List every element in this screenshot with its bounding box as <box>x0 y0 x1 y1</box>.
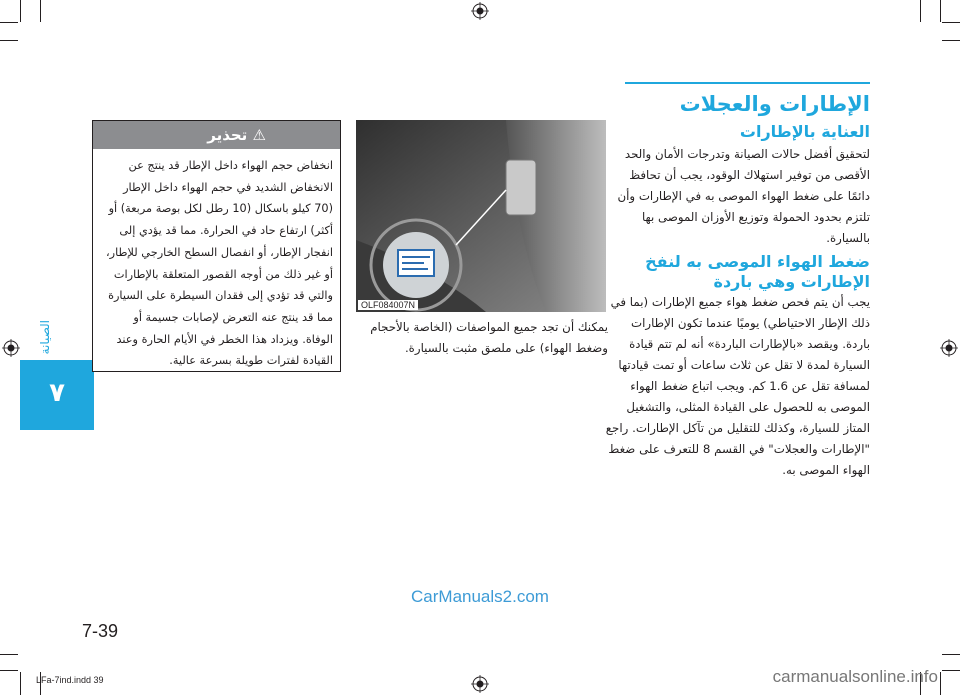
registration-mark-icon <box>2 339 20 357</box>
crop-mark <box>40 0 41 22</box>
crop-mark <box>20 0 21 22</box>
warning-triangle-icon: ⚠ <box>252 126 266 144</box>
footer-site: carmanualsonline.info <box>772 667 938 686</box>
crop-mark <box>0 654 18 655</box>
subheading-cold-pressure: ضغط الهواء الموصى به لنفخ الإطارات وهي باردة <box>645 252 870 291</box>
crop-mark <box>942 40 960 41</box>
crop-mark <box>940 0 941 22</box>
tire-label-photo <box>356 120 606 312</box>
registration-mark-icon <box>471 2 489 20</box>
chapter-number: ٧ <box>49 378 65 408</box>
crop-mark <box>942 670 960 671</box>
chapter-label: الصيانة <box>38 320 52 355</box>
registration-mark-icon <box>940 339 958 357</box>
crop-mark <box>20 672 21 695</box>
paragraph-cold-pressure: يجب أن يتم فحص ضغط هواء جميع الإطارات (بما في ذلك الإطار الاحتياطي) يوميًا عندما تكون الإطارات باردة. ويقصد «بالإطارات الباردة» أنه لم تتم قيادة السيارة لمدة لا تقل عن ثلاث ساعات أو تمت قيادتها لمسافة تقل عن 1.6 كم. ويجب اتباع ضغط الهواء الموصى به للحصول على القيادة المثلى، والتشغيل المتاز للسيارة، وكذلك للتقليل من تآكل الإطارات. راجع "الإطارات والعجلات" في القسم 8 للتعرف على ضغط الهواء الموصى به. <box>605 295 870 477</box>
crop-mark <box>942 654 960 655</box>
crop-mark <box>920 0 921 22</box>
subheading-tire-care: العناية بالإطارات <box>739 122 870 141</box>
crop-mark <box>0 22 18 23</box>
figure-code: OLF084007N <box>358 300 418 310</box>
warning-header <box>93 121 340 149</box>
page-number: 7-39 <box>82 621 119 641</box>
crop-mark <box>0 40 18 41</box>
section-rule <box>625 82 870 84</box>
crop-mark <box>0 670 18 671</box>
warning-text: انخفاض حجم الهواء داخل الإطار قد ينتج عن الانخفاض الشديد في حجم الهواء داخل الإطار (70 كيلو باسكال (10 رطل لكل بوصة مربعة) أو أكثر) ارتفاع حاد في الحرارة. مما قد يؤدي إلى انفجار الإطار، أو انفصال السطح الخارجي للإطار، أو غير ذلك من أوجه القصور المتعلقة بالإطارات والتي قد تؤدي إلى فقدان السيطرة على السيارة مما قد ينتج عنه التعرض لإصابات جسيمة أو الوفاة. ويزداد هذا الخطر في الأيام الحارة وعند القيادة لفترات طويلة بسرعة عالية. <box>106 159 333 368</box>
warning-title: تحذير <box>207 126 248 144</box>
section-title: الإطارات والعجلات <box>679 92 870 116</box>
warning-box <box>92 120 341 372</box>
paragraph-tire-care: لتحقيق أفضل حالات الصيانة وتدرجات الأمان والحد الأقصى من توفير استهلاك الوقود، يجب أن تحافظ دائمًا على ضغط الهواء الموصى به في الإطارات وأن تلتزم بحدود الحمولة وتوزيع الأوزان الموصى بها بالسيارة. <box>617 147 870 245</box>
crop-mark <box>940 672 941 695</box>
figure-caption: يمكنك أن تجد جميع المواصفات (الخاصة بالأحجام وضغط الهواء) على ملصق مثبت بالسيارة. <box>370 320 608 355</box>
watermark: CarManuals2.com <box>411 587 549 606</box>
door-pillar-illustration <box>356 120 606 312</box>
footer-file-name: LFa-7ind.indd 39 <box>36 675 104 685</box>
crop-mark <box>942 22 960 23</box>
registration-mark-icon <box>471 675 489 693</box>
